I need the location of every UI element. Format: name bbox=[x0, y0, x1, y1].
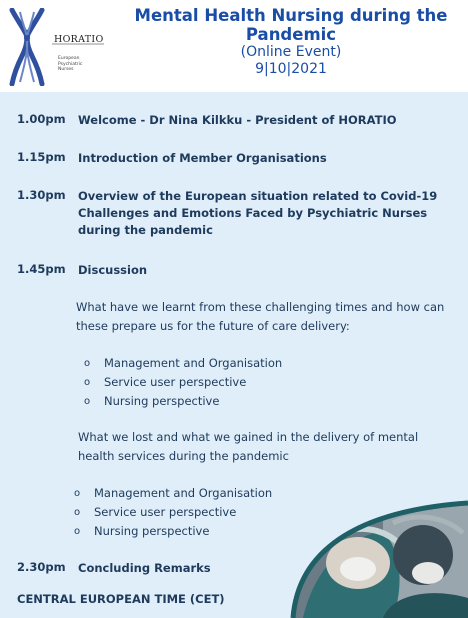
bullet-circle-icon: o bbox=[74, 488, 81, 499]
discussion-bullet-list bbox=[84, 354, 282, 411]
logo-subtitle-line: European bbox=[58, 56, 80, 61]
list-item bbox=[74, 522, 272, 541]
horatio-logo bbox=[8, 8, 112, 86]
horatio-logo-mark bbox=[8, 8, 112, 86]
logo-wordmark: HORATIO bbox=[54, 34, 104, 45]
header bbox=[0, 0, 468, 92]
discussion-question: What have we learnt from these challenging times and how can these prepare us for the future of care delivery: bbox=[76, 300, 445, 333]
nurses-ppe-photo bbox=[263, 493, 468, 618]
list-item-text: Nursing perspective bbox=[104, 394, 220, 408]
agenda-time: 2.30pm bbox=[17, 560, 66, 574]
logo-subtitle-line: Nurses bbox=[58, 67, 74, 72]
event-subtitle: (Online Event) bbox=[240, 44, 342, 60]
list-item-text: Service user perspective bbox=[94, 505, 237, 519]
bullet-circle-icon: o bbox=[84, 396, 91, 407]
list-item-text: Service user perspective bbox=[104, 375, 247, 389]
list-item-text: Management and Organisation bbox=[94, 486, 273, 500]
nurses-ppe-illustration bbox=[263, 493, 468, 618]
list-item bbox=[74, 503, 272, 522]
discussion-question: What we lost and what we gained in the delivery of mental health services during the pandemic bbox=[78, 430, 419, 463]
agenda-time: 1.00pm bbox=[17, 112, 66, 126]
agenda-description: Welcome - Dr Nina Kilkku - President of HORATIO bbox=[78, 113, 397, 127]
event-title: Mental Health Nursing during the Pandemic bbox=[134, 6, 448, 44]
agenda-time: 1.15pm bbox=[17, 150, 66, 164]
logo-subtitle bbox=[58, 56, 82, 73]
discussion-bullet-list bbox=[74, 484, 272, 541]
agenda-description: Overview of the European situation related to Covid-19 Challenges and Emotions Faced by Psychiatric Nurses during the pandemic bbox=[78, 189, 438, 237]
bullet-circle-icon: o bbox=[74, 526, 81, 537]
list-item-text: Management and Organisation bbox=[104, 356, 283, 370]
bullet-circle-icon: o bbox=[84, 358, 91, 369]
list-item bbox=[84, 392, 282, 411]
title-block bbox=[118, 6, 464, 78]
list-item-text: Nursing perspective bbox=[94, 524, 210, 538]
list-item bbox=[74, 484, 272, 503]
logo-subtitle-line: Psychiatric bbox=[58, 61, 83, 67]
agenda-description: Discussion bbox=[78, 263, 148, 277]
timezone-note: CENTRAL EUROPEAN TIME (CET) bbox=[17, 592, 225, 606]
agenda-time: 1.30pm bbox=[17, 188, 66, 202]
list-item bbox=[84, 354, 282, 373]
agenda-panel bbox=[0, 92, 468, 618]
event-date: 9|10|2021 bbox=[255, 61, 327, 77]
list-item bbox=[84, 373, 282, 392]
bullet-circle-icon: o bbox=[74, 507, 81, 518]
bullet-circle-icon: o bbox=[84, 377, 91, 388]
agenda-description: Introduction of Member Organisations bbox=[78, 151, 327, 165]
agenda-description: Concluding Remarks bbox=[78, 561, 211, 575]
agenda-time: 1.45pm bbox=[17, 262, 66, 276]
